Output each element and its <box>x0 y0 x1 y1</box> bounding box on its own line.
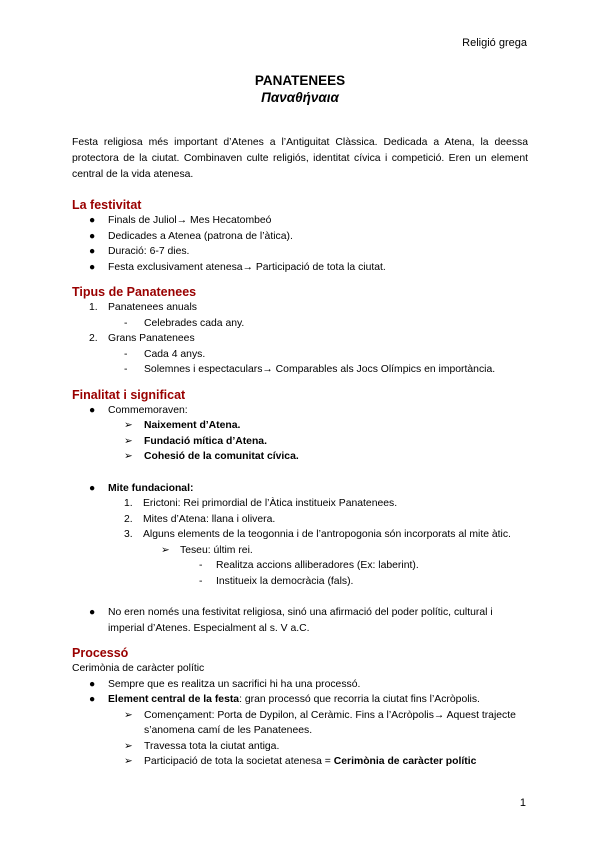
list-item: 2. Grans Panatenees <box>89 333 195 344</box>
heading-festivitat: La festivitat <box>72 198 142 212</box>
list-item: ● Element central de la festa: gran processó que recorria la ciutat fins l’Acròpolis. <box>72 692 528 708</box>
list-item: 1. Erictoni: Rei primordial de l’Àtica institueix Panatenees. <box>124 498 398 509</box>
mite-list <box>72 481 528 590</box>
bullet-icon: ● <box>89 404 96 416</box>
arrow-icon: ➢ <box>124 420 133 431</box>
list-item: ➢ Cohesió de la comunitat cívica. <box>72 449 528 465</box>
dash-icon: - <box>124 317 128 329</box>
list-item: ● Festa exclusivament atenesa→ Participació de tota la ciutat. <box>72 260 528 276</box>
bullet-icon: ● <box>89 246 96 257</box>
page-title: PANATENEES <box>254 73 346 88</box>
list-item: - Cada 4 anys. <box>72 347 528 363</box>
bullet-icon: ● <box>89 607 96 618</box>
arrow-icon: ➢ <box>124 740 133 752</box>
dash-icon: - <box>124 364 128 375</box>
bullet-icon: ● <box>89 230 96 242</box>
arrow-icon: ➢ <box>124 435 133 447</box>
festivitat-list <box>72 213 528 275</box>
list-item: ● Sempre que es realitza un sacrifici hi ha una processó. <box>72 677 528 693</box>
list-item: ● Duració: 6-7 dies. <box>72 244 528 260</box>
list-item: 2. Mites d’Atena: llana i olivera. <box>124 513 276 525</box>
heading-proces: Processó <box>72 646 129 660</box>
list-item: - Solemnes i espectaculars→ Comparables als Jocs Olímpics en importància. <box>72 362 528 378</box>
list-item: ● Mite fundacional: <box>72 481 528 497</box>
heading-finalitat: Finalitat i significat <box>72 387 186 402</box>
list-item: ● Finals de Juliol→ Mes Hecatombeó <box>72 213 528 229</box>
arrow-icon: ➢ <box>124 451 133 462</box>
bullet-icon: ● <box>89 678 96 690</box>
arrow-icon: ➢ <box>161 544 170 556</box>
list-item: - Institueix la democràcia (fals). <box>72 574 528 590</box>
list-item: ➢ Travessa tota la ciutat antiga. <box>72 739 528 755</box>
heading-tipus: Tipus de Panatenees <box>72 285 197 299</box>
list-item: ➢ Participació de tota la societat atenesa = Cerimònia de caràcter polític <box>72 754 528 770</box>
list-item: 3. Alguns elements de la teogonnia i de l’antropogonia són incorporats al mite àtic. <box>124 529 511 540</box>
closing-list <box>72 605 528 636</box>
list-item: - Celebrades cada any. <box>72 316 528 332</box>
bullet-icon: ● <box>89 482 96 494</box>
proces-subtitle: Cerimònia de caràcter polític <box>72 663 205 674</box>
bullet-icon: ● <box>89 261 96 273</box>
proces-list <box>72 677 528 770</box>
bullet-icon: ● <box>89 694 96 705</box>
bullet-icon: ● <box>89 215 96 226</box>
list-item: ➢ Naixement d’Atena. <box>72 418 528 434</box>
intro-paragraph: Festa religiosa més important d’Atenes a l’Antiguitat Clàssica. Dedicada a Atena, la deessa protectora de la ciutat. Combinaven culte religiós, identitat cívica i competició. Eren un element central de la vida atenesa. <box>72 137 528 180</box>
page-subtitle-greek: Παναθήναια <box>261 90 339 105</box>
page-number: 1 <box>519 797 526 809</box>
running-header: Religió grega <box>462 37 527 49</box>
list-item: - Realitza accions alliberadores (Ex: laberint). <box>72 558 528 574</box>
list-item: 1. Panatenees anuals <box>89 302 197 313</box>
dash-icon: - <box>124 348 128 360</box>
spacer <box>72 589 528 605</box>
list-item: ➢ Teseu: últim rei. <box>72 543 528 559</box>
tipus-list <box>72 300 528 378</box>
arrow-icon: ➢ <box>124 709 133 721</box>
list-item: ● No eren només una festivitat religiosa, sinó una afirmació del poder polític, cultural i imperial d’Atenes. Especialment al s. V a.C. <box>89 607 493 634</box>
list-item: ➢ Fundació mítica d’Atena. <box>72 434 528 450</box>
arrow-icon: ➢ <box>124 756 133 767</box>
spacer <box>72 465 528 481</box>
list-item: ● Commemoraven: <box>72 403 528 419</box>
finalitat-list <box>72 403 528 465</box>
dash-icon: - <box>199 560 203 571</box>
list-item: ● Dedicades a Atenea (patrona de l’àtica). <box>72 229 528 245</box>
dash-icon: - <box>199 575 203 587</box>
document-body <box>72 72 528 770</box>
list-item: ➢ Començament: Porta de Dypilon, al Ceràmic. Fins a l’Acròpolis→ Aquest trajecte s’anomena camí de les Panatenees. <box>124 709 516 736</box>
